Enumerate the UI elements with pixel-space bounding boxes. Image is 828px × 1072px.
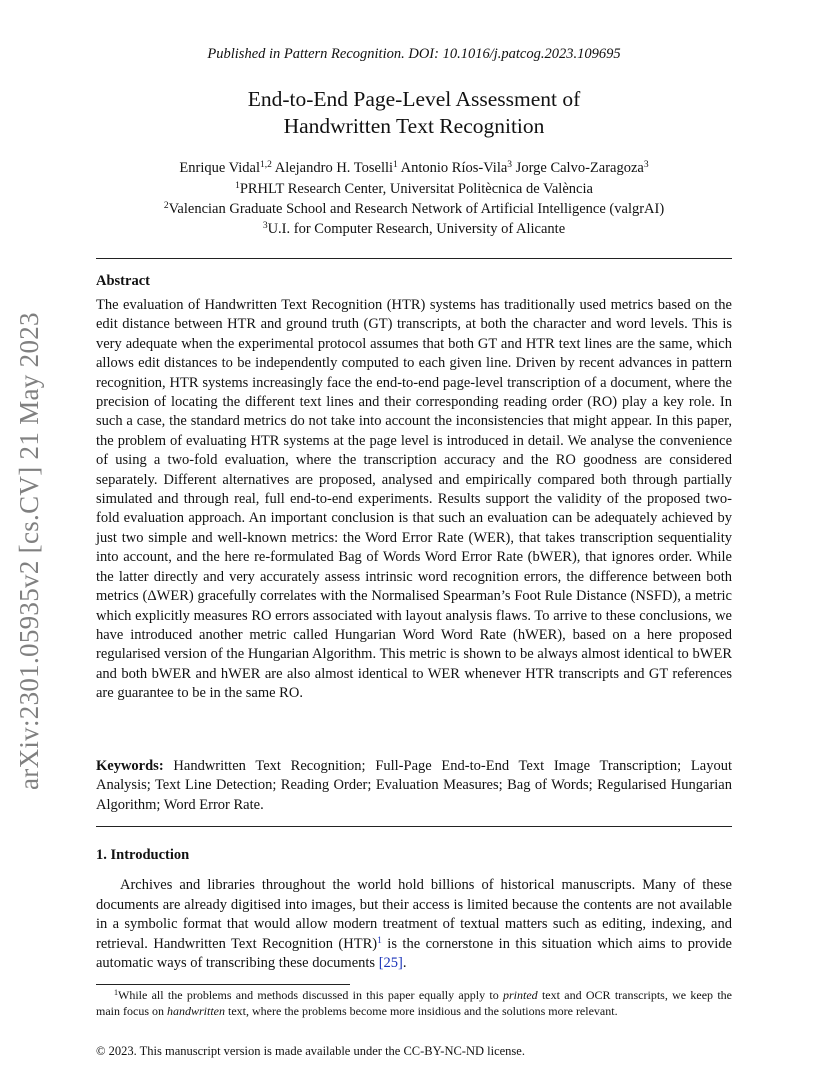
footnote-text: text, where the problems become more insidious and the solutions more relevant.: [225, 1003, 618, 1018]
abstract-bottom-rule: [96, 826, 732, 827]
introduction-paragraph: [96, 876, 732, 974]
paper-title: [96, 86, 732, 140]
abstract-text: The evaluation of Handwritten Text Recognition (HTR) systems has traditionally used metrics based on the edit distance between HTR and ground truth (GT) transcripts, at both the character and word levels. This is very adequate when the experimental protocol assumes that both GT and HTR text lines are the same, which allows edit distances to be independently computed to each given line. Driven by recent advances in pattern recognition, HTR systems increasingly face the end-to-end page-level transcription of a document, where the precision of locating the different text lines and their corresponding reading order (RO) play a key role. In such a case, the standard metrics do not take into account the inconsistencies that might appear. In this paper, the problem of evaluating HTR systems at the page level is introduced in detail. We analyse the convenience of using a two-fold evaluation, where the transcription accuracy and the RO goodness are considered separately. Different alternatives are proposed, analysed and empirically compared both through partially simulated and through real, full end-to-end experiments. Results support the validity of the proposed two-fold evaluation approach. An important conclusion is that such an evaluation can be adequately achieved by just two simple and well-known metrics: the Word Error Rate (WER), that takes transcription sequentiality into account, and the here re-formulated Bag of Words Word Error Rate (bWER), that ignores order. While the latter directly and very accurately assess intrinsic word recognition errors, the difference between both metrics (ΔWER) gracefully correlates with the Normalised Spearman’s Foot Rule Distance (NSFD), a metric which explicitly measures RO errors associated with layout analysis flaws. To arrive to these conclusions, we have introduced another metric called Hungarian Word Word Rate (hWER), based on a here proposed regularised version of the Hungarian Algorithm. This metric is shown to be always almost identical to bWER and both bWER and hWER are also almost identical to WER whenever HTR transcripts and GT references are guarantee to be in the same RO.: [96, 297, 732, 702]
intro-text: is the cornerstone in this situation which aims to provide automatic ways of transcribing these documents: [96, 935, 732, 972]
author-affiliation-mark: 3: [507, 160, 513, 170]
footnote-emphasis: handwritten: [167, 1003, 226, 1018]
author-affiliation-mark: 1,2: [260, 160, 272, 170]
affiliation-list: [96, 179, 732, 239]
author-name: Alejandro H. Toselli: [274, 160, 394, 176]
license-notice: © 2023. This manuscript version is made available under the CC-BY-NC-ND license.: [96, 1044, 525, 1058]
title-line-2: Handwritten Text Recognition: [283, 114, 545, 138]
citation-link[interactable]: [25]: [378, 955, 403, 972]
footnote-text: text and OCR transcripts, we keep the main focus on: [96, 988, 732, 1018]
abstract-heading: Abstract: [96, 273, 150, 289]
footnote-rule: [96, 984, 350, 985]
author-affiliation-mark: 3: [643, 160, 649, 170]
affiliation-text: PRHLT Research Center, Universitat Politècnica de València: [239, 181, 593, 197]
author-name: Antonio Ríos-Vila: [400, 160, 508, 176]
affiliation-mark: 2: [163, 201, 169, 211]
affiliation-text: U.I. for Computer Research, University of Alicante: [267, 221, 566, 237]
keywords-label: Keywords:: [96, 758, 164, 774]
keywords-text: Handwritten Text Recognition; Full-Page End-to-End Text Image Transcription; Layout Analysis; Text Line Detection; Reading Order; Evaluation Measures; Bag of Words; Regularised Hungarian Algorithm; Word Error Rate.: [96, 758, 732, 813]
footnote-emphasis: printed: [503, 988, 538, 1002]
affiliation-mark: 3: [262, 221, 268, 231]
author-name: Jorge Calvo-Zaragoza: [515, 160, 644, 176]
footnote-text: While all the problems and methods discussed in this paper equally apply to: [118, 988, 504, 1002]
affiliation: [96, 219, 732, 239]
author-affiliation-mark: 1: [393, 160, 398, 170]
footnote-mark: 1: [114, 988, 118, 997]
affiliation-mark: 1: [235, 181, 240, 191]
keywords: [96, 757, 732, 815]
publication-note: Published in Pattern Recognition. DOI: 10.1016/j.patcog.2023.109695: [207, 46, 621, 62]
intro-text: .: [402, 955, 407, 972]
footnote-link[interactable]: 1: [377, 935, 382, 946]
affiliation: [96, 179, 732, 199]
footnote: [96, 988, 732, 1019]
affiliation-text: Valencian Graduate School and Research Network of Artificial Intelligence (valgrAI): [168, 201, 665, 217]
section-heading-introduction: 1. Introduction: [96, 847, 190, 863]
author-list: [96, 158, 732, 178]
abstract-top-rule: [96, 258, 732, 259]
affiliation: [96, 199, 732, 219]
author-name: Enrique Vidal: [179, 160, 261, 176]
arxiv-identifier: arXiv:2301.05935v2 [cs.CV] 21 May 2023: [14, 312, 44, 790]
title-line-1: End-to-End Page-Level Assessment of: [247, 87, 581, 111]
intro-text: Archives and libraries throughout the world hold billions of historical manuscripts. Many of these documents are already digitised into images, but their access is limited because the contents are not available in a symbolic format that would allow modern treatment of textual matters such as editing, indexing, and retrieval. Handwritten Text Recognition (HTR): [96, 877, 732, 952]
